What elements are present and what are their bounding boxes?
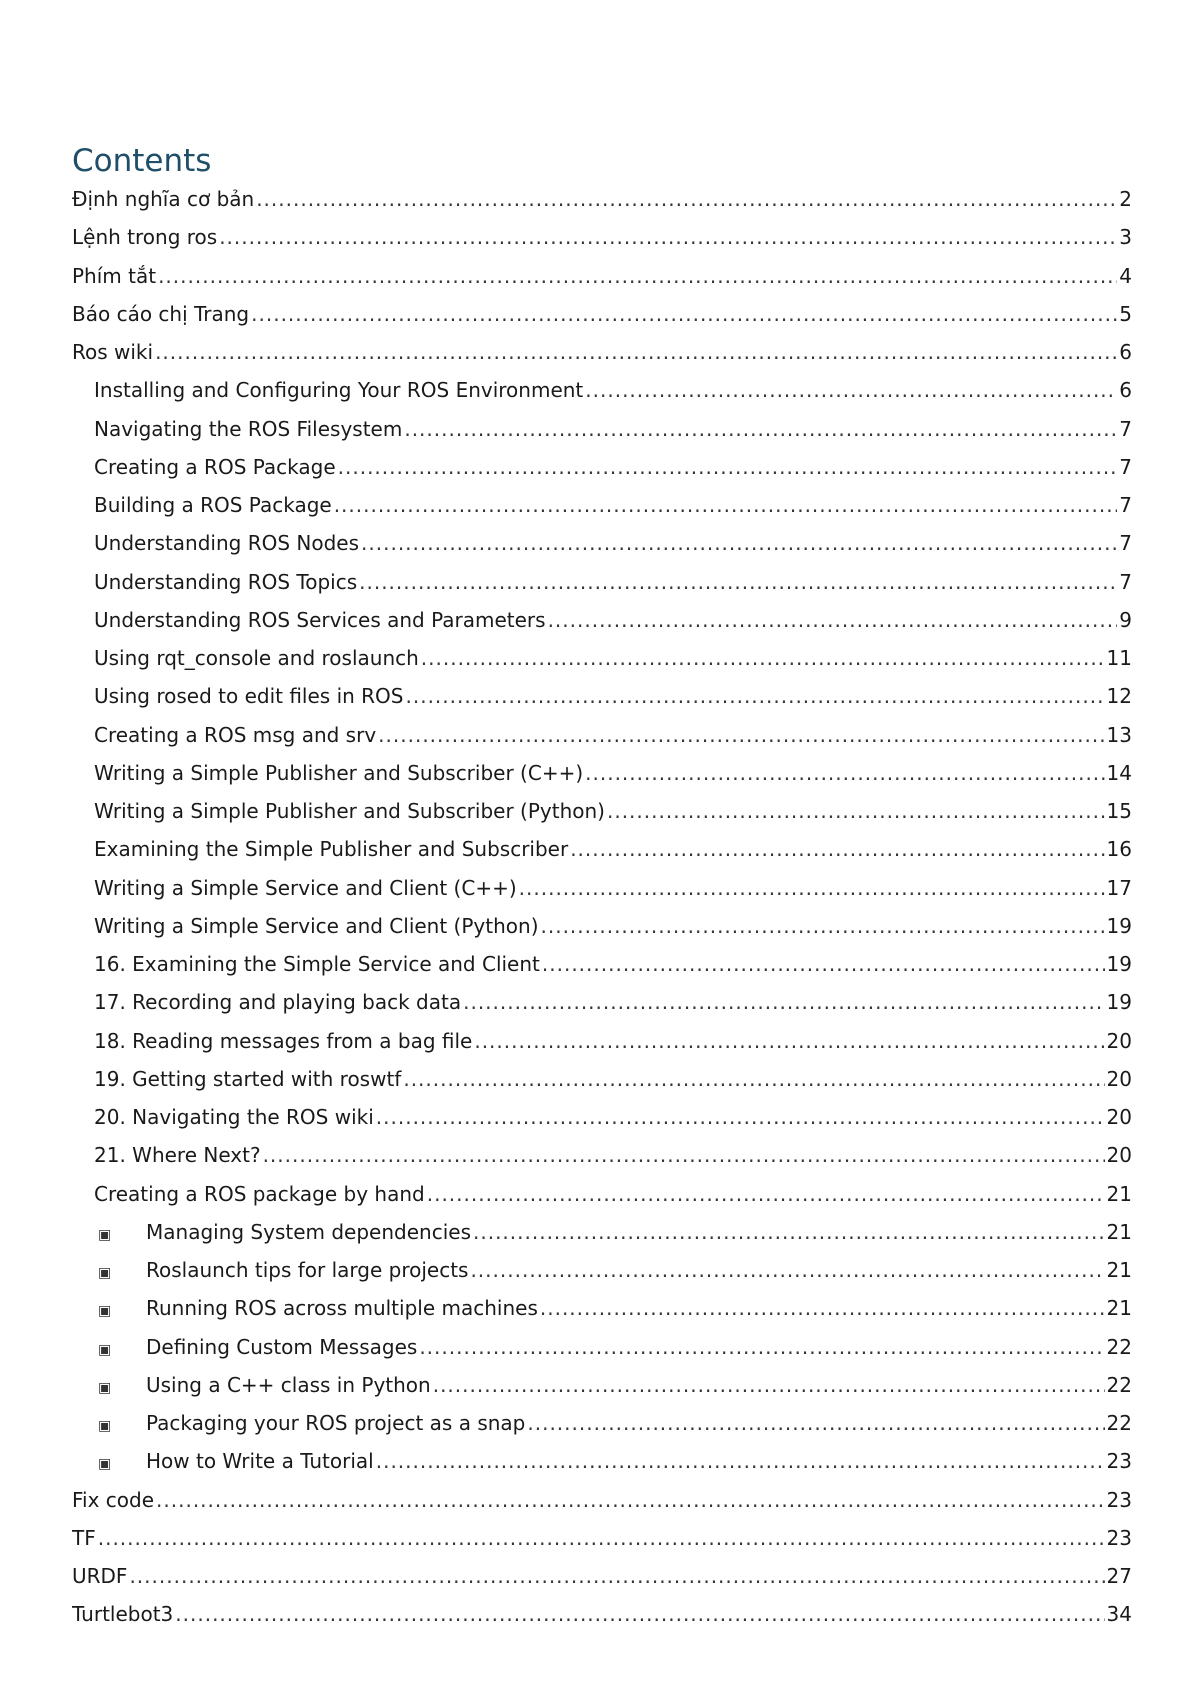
toc-dot-leader [427, 1181, 1105, 1207]
toc-page-number: 4 [1119, 263, 1132, 288]
toc-dot-leader [585, 760, 1104, 786]
toc-entry[interactable] [72, 1334, 1132, 1372]
toc-dot-leader [570, 836, 1104, 862]
toc-page-number: 34 [1106, 1602, 1132, 1627]
toc-dot-leader [378, 722, 1104, 748]
toc-entry-label: Fix code [72, 1487, 155, 1512]
toc-entry-label: Using rqt_console and roslaunch [94, 646, 419, 670]
toc-page-number: 7 [1119, 569, 1132, 594]
toc-entry[interactable] [72, 989, 1132, 1027]
toc-entry[interactable] [72, 224, 1132, 262]
toc-title: Contents [72, 143, 212, 179]
toc-page-number: 11 [1106, 646, 1132, 670]
toc-dot-leader [470, 1257, 1104, 1283]
toc-entry-label: Installing and Configuring Your ROS Environment [94, 378, 584, 403]
toc-entry[interactable] [72, 416, 1132, 454]
table-of-contents [72, 186, 1132, 1640]
toc-entry-label: 19. Getting started with roswtf [94, 1066, 402, 1091]
toc-entry-label: Roslaunch tips for large projects [146, 1258, 469, 1282]
toc-dot-leader [361, 530, 1117, 556]
toc-entry[interactable] [72, 683, 1132, 721]
toc-dot-leader [219, 224, 1117, 250]
toc-dot-leader [519, 875, 1105, 901]
toc-page-number: 5 [1119, 301, 1132, 326]
toc-dot-leader [419, 1334, 1104, 1360]
toc-entry[interactable] [72, 1372, 1132, 1410]
toc-entry-label: 20. Navigating the ROS wiki [94, 1105, 374, 1129]
folder-icon: ▣ [98, 1456, 112, 1473]
folder-icon: ▣ [98, 1341, 112, 1358]
toc-entry[interactable] [72, 1487, 1132, 1525]
toc-entry-label: Understanding ROS Nodes [94, 531, 360, 556]
toc-page-number: 23 [1106, 1487, 1132, 1512]
toc-dot-leader [251, 301, 1117, 327]
toc-entry-label: Writing a Simple Service and Client (C++) [94, 875, 517, 900]
toc-entry[interactable] [72, 1525, 1132, 1563]
toc-entry[interactable] [72, 530, 1132, 568]
toc-dot-leader [359, 569, 1117, 595]
toc-dot-leader [338, 454, 1118, 480]
folder-icon: ▣ [98, 1265, 112, 1281]
toc-page-number: 20 [1106, 1105, 1132, 1129]
toc-entry-label: 17. Recording and playing back data [94, 990, 462, 1015]
toc-page-number: 2 [1119, 187, 1132, 211]
toc-page-number: 27 [1106, 1564, 1132, 1588]
toc-entry-label: 18. Reading messages from a bag file [94, 1028, 473, 1053]
toc-page-number: 20 [1106, 1028, 1132, 1053]
toc-dot-leader [155, 339, 1117, 365]
toc-entry-label: Packaging your ROS project as a snap [146, 1411, 526, 1435]
toc-entry[interactable] [72, 1601, 1132, 1639]
toc-page-number: 20 [1106, 1066, 1132, 1091]
toc-entry-label: URDF [72, 1564, 128, 1588]
toc-entry[interactable] [72, 798, 1132, 836]
toc-dot-leader [548, 607, 1118, 633]
toc-entry[interactable] [72, 454, 1132, 492]
toc-dot-leader [542, 951, 1105, 977]
toc-entry[interactable] [72, 1563, 1132, 1601]
toc-entry-label: Using a C++ class in Python [146, 1372, 431, 1397]
toc-entry-label: Writing a Simple Publisher and Subscriber (C++) [94, 760, 584, 785]
toc-page-number: 22 [1106, 1334, 1132, 1359]
toc-entry[interactable] [72, 760, 1132, 798]
toc-dot-leader [433, 1372, 1105, 1398]
toc-page-number: 15 [1106, 799, 1132, 823]
toc-entry[interactable] [72, 377, 1132, 415]
toc-dot-leader [334, 492, 1118, 518]
toc-dot-leader [421, 645, 1105, 671]
toc-entry[interactable] [72, 301, 1132, 339]
toc-page-number: 7 [1119, 493, 1132, 517]
toc-page-number: 21 [1106, 1258, 1132, 1282]
toc-entry-label: Creating a ROS package by hand [94, 1181, 425, 1206]
toc-dot-leader [607, 798, 1105, 824]
toc-page-number: 9 [1119, 607, 1132, 632]
toc-entry[interactable] [72, 1142, 1132, 1180]
toc-entry[interactable] [72, 875, 1132, 913]
toc-entry-label: Writing a Simple Service and Client (Python) [94, 913, 539, 938]
toc-dot-leader [158, 263, 1117, 289]
toc-entry[interactable] [72, 951, 1132, 989]
toc-dot-leader [403, 1066, 1104, 1092]
toc-page-number: 7 [1119, 454, 1132, 479]
toc-entry-label: How to Write a Tutorial [146, 1449, 374, 1474]
toc-entry-label: Running ROS across multiple machines [146, 1296, 538, 1321]
toc-entry-label: Lệnh trong ros [72, 225, 218, 250]
toc-page-number: 17 [1106, 875, 1132, 900]
toc-entry[interactable] [72, 645, 1132, 683]
toc-page-number: 7 [1119, 531, 1132, 556]
folder-icon: ▣ [98, 1379, 112, 1396]
toc-entry[interactable] [72, 1028, 1132, 1066]
toc-page-number: 6 [1119, 340, 1132, 364]
toc-entry[interactable] [72, 1181, 1132, 1219]
toc-dot-leader [256, 186, 1117, 212]
toc-dot-leader [376, 1448, 1105, 1474]
toc-entry-label: Using rosed to edit files in ROS [94, 684, 404, 709]
toc-entry[interactable] [72, 1410, 1132, 1448]
toc-entry-label: Creating a ROS Package [94, 454, 336, 479]
toc-entry-label: Creating a ROS msg and srv [94, 722, 377, 747]
toc-dot-leader [98, 1525, 1105, 1551]
toc-dot-leader [541, 913, 1105, 939]
toc-entry[interactable] [72, 263, 1132, 301]
toc-entry-label: Ros wiki [72, 340, 154, 364]
toc-page-number: 19 [1106, 990, 1132, 1015]
toc-dot-leader [585, 377, 1117, 403]
toc-entry-label: 21. Where Next? [94, 1143, 261, 1168]
toc-entry[interactable] [72, 836, 1132, 874]
toc-entry-label: Building a ROS Package [94, 493, 332, 517]
toc-dot-leader [263, 1142, 1105, 1168]
toc-entry[interactable] [72, 1219, 1132, 1257]
toc-page-number: 22 [1106, 1411, 1132, 1435]
toc-page-number: 19 [1106, 952, 1132, 976]
toc-entry[interactable] [72, 722, 1132, 760]
toc-dot-leader [376, 1104, 1105, 1130]
toc-entry-label: Báo cáo chị Trang [72, 301, 250, 326]
toc-entry-label: Examining the Simple Publisher and Subscriber [94, 837, 569, 862]
toc-entry[interactable] [72, 1257, 1132, 1295]
toc-page-number: 21 [1106, 1181, 1132, 1206]
toc-entry-label: Định nghĩa cơ bản [72, 187, 255, 211]
folder-icon: ▣ [98, 1226, 112, 1243]
toc-dot-leader [129, 1563, 1104, 1589]
toc-page-number: 21 [1106, 1296, 1132, 1321]
toc-page-number: 23 [1106, 1525, 1132, 1550]
folder-icon: ▣ [98, 1418, 112, 1434]
toc-dot-leader [527, 1410, 1104, 1436]
toc-entry[interactable] [72, 1104, 1132, 1142]
toc-page-number: 23 [1106, 1449, 1132, 1474]
toc-entry[interactable] [72, 186, 1132, 224]
toc-entry[interactable] [72, 569, 1132, 607]
toc-dot-leader [473, 1219, 1105, 1245]
toc-entry-label: Understanding ROS Services and Parameters [94, 607, 546, 632]
toc-entry-label: Navigating the ROS Filesystem [94, 416, 403, 441]
toc-entry-label: Turtlebot3 [72, 1602, 174, 1627]
toc-page-number: 7 [1119, 416, 1132, 441]
toc-entry-label: Defining Custom Messages [146, 1334, 418, 1359]
toc-page-number: 22 [1106, 1372, 1132, 1397]
toc-entry-label: Managing System dependencies [146, 1219, 471, 1244]
toc-dot-leader [156, 1487, 1105, 1513]
toc-page-number: 20 [1106, 1143, 1132, 1168]
toc-entry-label: Phím tắt [72, 263, 157, 288]
toc-entry-label: TF [72, 1525, 96, 1550]
toc-page-number: 6 [1119, 378, 1132, 403]
toc-dot-leader [463, 989, 1104, 1015]
toc-entry[interactable] [72, 1448, 1132, 1486]
toc-dot-leader [540, 1295, 1105, 1321]
toc-dot-leader [474, 1028, 1104, 1054]
toc-page-number: 21 [1106, 1219, 1132, 1244]
toc-entry-label: 16. Examining the Simple Service and Client [94, 952, 540, 976]
toc-entry[interactable] [72, 607, 1132, 645]
toc-page-number: 13 [1106, 722, 1132, 747]
toc-entry[interactable] [72, 913, 1132, 951]
toc-page-number: 14 [1106, 760, 1132, 785]
toc-page-number: 3 [1119, 225, 1132, 250]
toc-page-number: 19 [1106, 913, 1132, 938]
folder-icon: ▣ [98, 1303, 112, 1320]
toc-page-number: 16 [1106, 837, 1132, 862]
toc-entry[interactable] [72, 1066, 1132, 1104]
toc-entry-label: Writing a Simple Publisher and Subscriber (Python) [94, 799, 605, 823]
toc-entry[interactable] [72, 339, 1132, 377]
toc-entry[interactable] [72, 492, 1132, 530]
toc-dot-leader [406, 683, 1105, 709]
toc-entry-label: Understanding ROS Topics [94, 569, 358, 594]
toc-dot-leader [404, 416, 1117, 442]
toc-dot-leader [175, 1601, 1104, 1627]
toc-entry[interactable] [72, 1295, 1132, 1333]
toc-page-number: 12 [1106, 684, 1132, 709]
